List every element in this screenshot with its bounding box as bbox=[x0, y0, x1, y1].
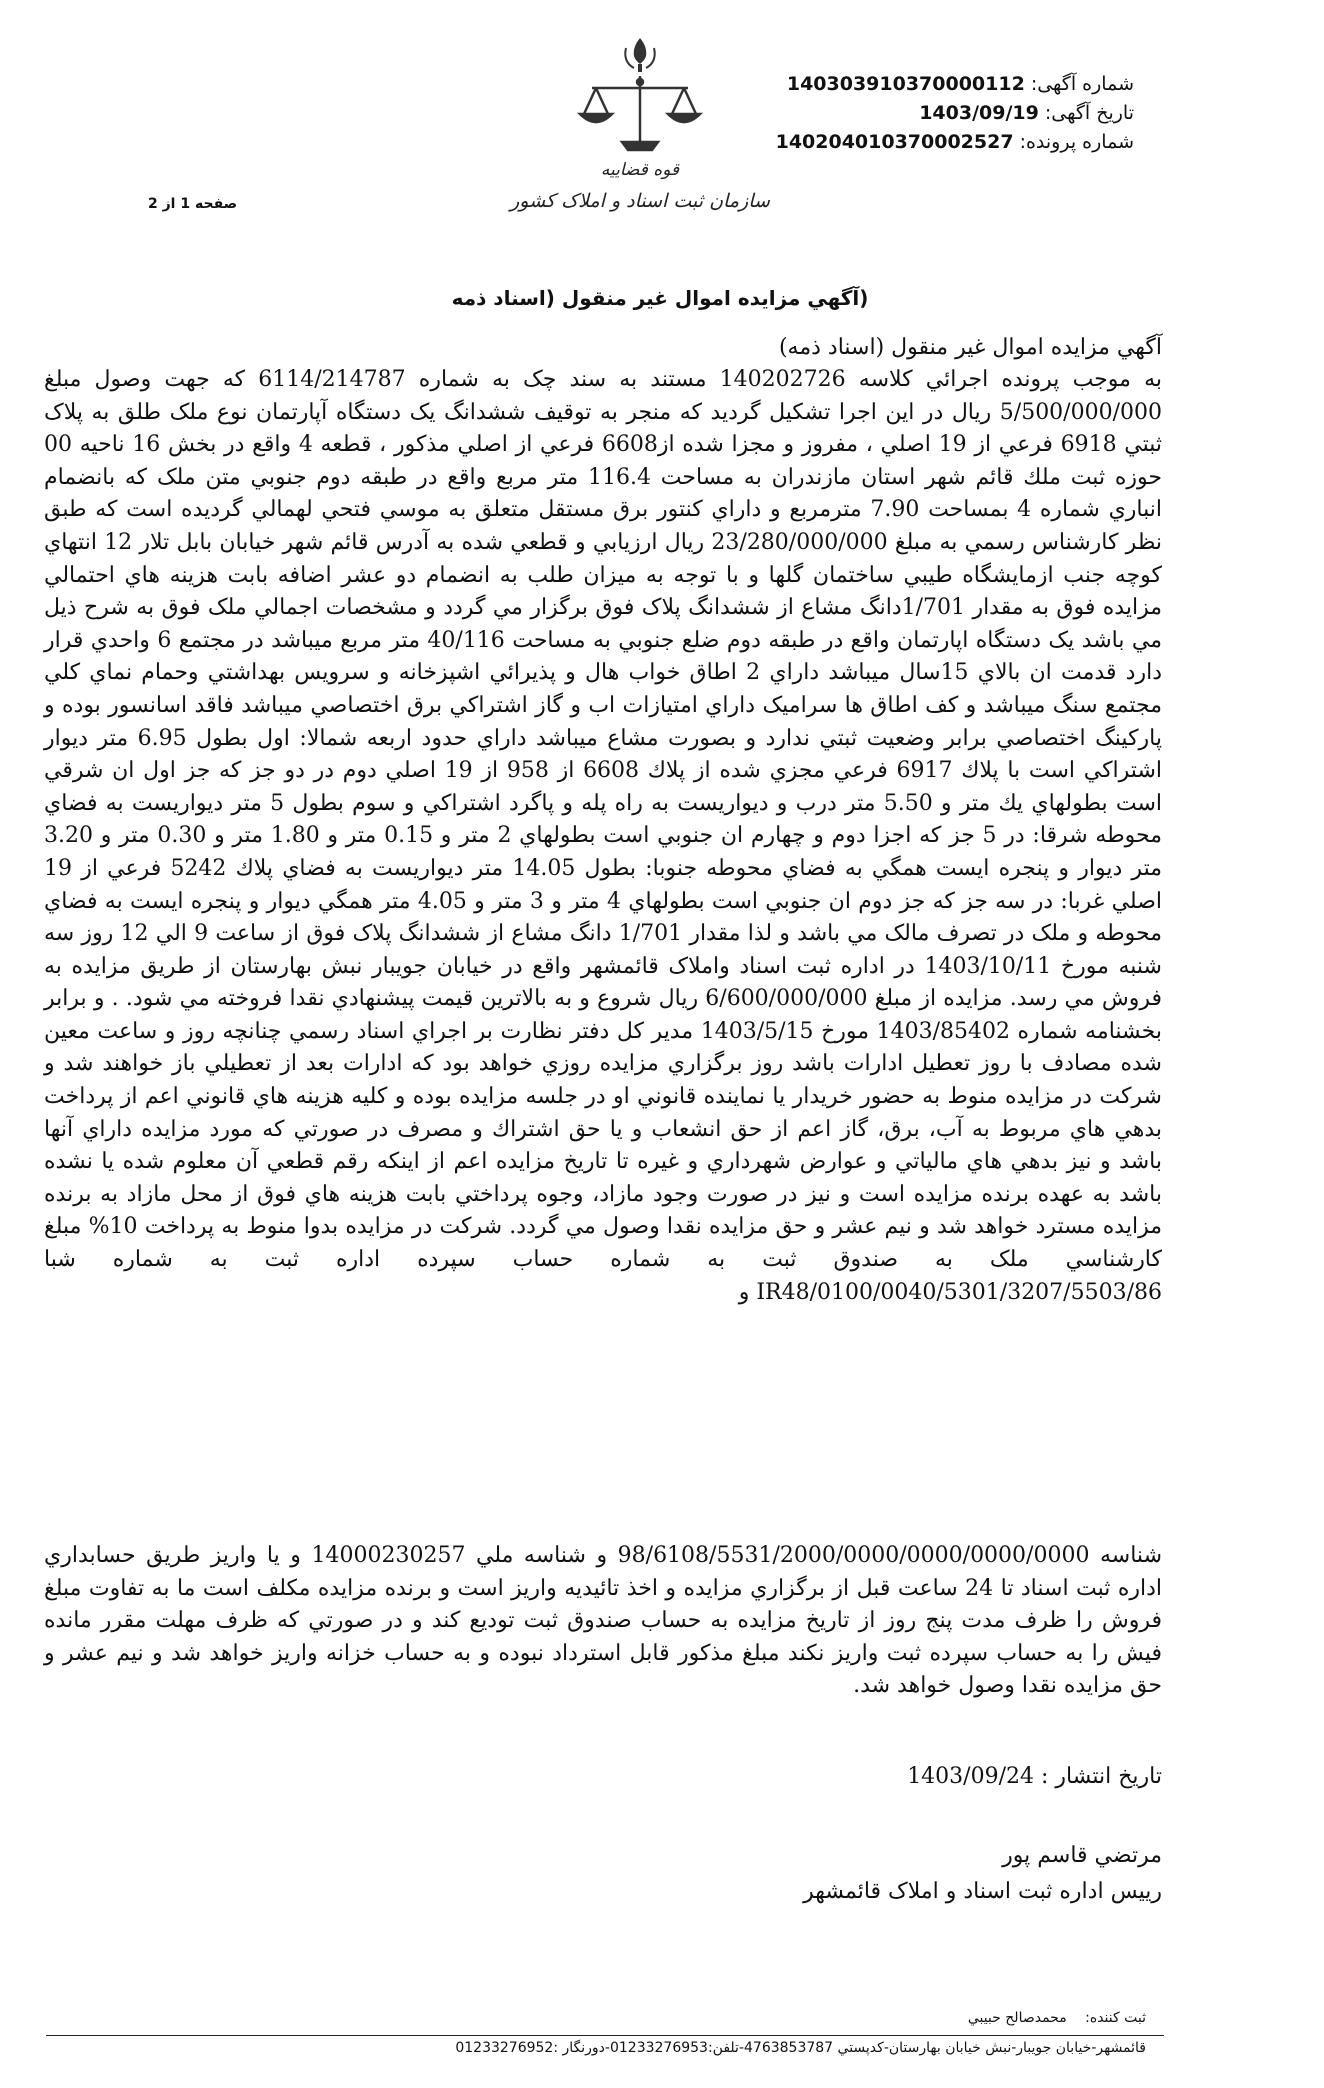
footer-address: قائمشهر-خيابان جويبار-نبش خيابان بهارستان-كدپستي 4763853787-تلفن:01233276953-دورنگار :01233276952 bbox=[455, 2040, 1146, 2056]
emblem-line-organization: سازمان ثبت اسناد و املاک کشور bbox=[510, 190, 770, 212]
publish-date: 1403/09/24 bbox=[907, 1764, 1034, 1789]
notice-number-label: شماره آگهی: bbox=[1030, 73, 1134, 95]
registrar-line bbox=[968, 2010, 1146, 2026]
signature-block bbox=[803, 1838, 1162, 1910]
emblem-line-judiciary: قوه قضاییه bbox=[600, 160, 680, 180]
notice-intro: آگهي مزايده اموال غير منقول (اسناد ذمه) bbox=[778, 335, 1162, 360]
notice-date-row bbox=[776, 99, 1134, 128]
notice-number-row bbox=[776, 70, 1134, 99]
notice-number: 140303910370000112 bbox=[786, 73, 1025, 95]
notice-meta bbox=[776, 70, 1134, 157]
registrar-label: ثبت كننده: bbox=[1085, 2010, 1146, 2026]
footer-divider bbox=[46, 2035, 1164, 2036]
registrar-name: محمدصالح حبيبي bbox=[967, 2010, 1067, 2026]
signatory-position: رييس اداره ثبت اسناد و املاک قائمشهر bbox=[803, 1879, 1162, 1904]
publish-date-label: تاريخ انتشار : bbox=[1041, 1764, 1162, 1789]
publish-date-line bbox=[907, 1764, 1162, 1789]
signatory-name: مرتضي قاسم پور bbox=[1002, 1843, 1162, 1868]
notice-date: 1403/09/19 bbox=[919, 102, 1039, 124]
notice-date-label: تاریخ آگهی: bbox=[1044, 102, 1134, 124]
case-number: 140204010370002527 bbox=[775, 131, 1014, 153]
notice-title: (آگهي مزايده اموال غير منقول (اسناد ذمه bbox=[451, 286, 869, 310]
case-number-row bbox=[776, 128, 1134, 157]
page-number: صفحه 1 از 2 bbox=[148, 196, 238, 212]
notice-paragraph-2: شناسه 98/6108/5531/2000/0000/0000/0000/0000 و شناسه ملي 14000230257 و يا واريز طريق حسابداري اداره ثبت اسناد تا 24 ساعت قبل از برگزاري مزايده و اخذ تائيديه واريز است و برنده مزايده مكلف است ما به تفاوت مبلغ فروش را ظرف مدت پنج روز از تاريخ مزايده به حساب صندوق ثبت توديع كند و در صورتي كه ظرف مهلت مقرر مانده فيش را به حساب سپرده ثبت واريز نكند مبلغ مذكور قابل استرداد نبوده و به حساب خزانه واريز خواهد شد و نيم عشر و حق مزايده نقدا وصول خواهد شد. bbox=[44, 1543, 1163, 1699]
notice-paragraph-1: به موجب پرونده اجرائي كلاسه 140202726 مستند به سند چک به شماره 6114/214787 که جهت وصول مبلغ 5/500/000/000 ريال در اين اجرا تشكيل گرديد كه منجر به توقيف ششدانگ يک دستگاه آپارتمان نوع ملک طلق به پلاک ثبتي 6918 فرعي از 19 اصلي ، مفروز و مجزا شده از6608 فرعي از اصلي مذكور ، قطعه 4 واقع در بخش 16 ناحيه 00 حوزه ثبت ملك قائم شهر استان مازندران به مساحت 116.4 متر مربع واقع در طبقه دوم جنوبي متن ملک كه بانضمام انباري شماره 4 بمساحت 7.90 مترمربع و داراي كنتور برق مستقل متعلق به موسي فتحي لهمالي گرديده است كه طبق نظر كارشناس رسمي به مبلغ 23/280/000/000 ريال ارزيابي و قطعي شده به آدرس قائم شهر خيابان بابل تلار 12 انتهاي كوچه جنب ازمايشگاه طيبي ساختمان گلها و با توجه به ميزان طلب به انضمام دو عشر اضافه بابت هزينه هاي احتمالي مزايده فوق به مقدار 1/701دانگ مشاع از ششدانگ پلاک فوق برگزار مي گردد و مشخصات اجمالي ملک فوق به شرح ذيل مي باشد يک دستگاه اپارتمان واقع در طبقه دوم ضلع جنوبي به مساحت 40/116 متر مربع ميباشد در مجتمع 6 واحدي قرار دارد قدمت ان بالاي 15سال ميباشد داراي 2 اطاق خواب هال و پذيرائي اشپزخانه و سرويس بهداشتي وحمام نماي كلي مجتمع سنگ ميباشد و كف اطاق ها سراميک داراي امتيازات اب و گاز اشتراكي برق اختصاصي ميباشد فاقد اسانسور بوده و پاركينگ اختصاصي برابر وضعيت ثبتي ندارد و بصورت مشاع ميباشد داراي حدود اربعه شمالا: اول بطول 6.95 متر ديوار اشتراكي است با پلاك 6917 فرعي مجزي شده از پلاك 6608 از 958 از 19 اصلي دوم در دو جز كه جز اول ان شرقي است بطولهاي يك متر و 5.50 متر درب و ديواريست به راه پله و پاگرد اشتراكي و سوم بطول 5 متر ديواريست به فضاي محوطه شرقا: در 5 جز كه اجزا دوم و چهارم ان جنوبي است بطولهاي 2 متر و 0.15 متر و 1.80 متر و 0.30 متر و 3.20 متر ديوار و پنجره ايست همگي به فضاي محوطه جنوبا: بطول 14.05 متر ديواريست به فضاي پلاك 5242 فرعي از 19 اصلي غربا: در سه جز كه جز دوم ان جنوبي است بطولهاي 4 متر و 3 متر و 4.05 متر همگي ديوار و پنجره ايست به فضاي محوطه و ملک در تصرف مالک مي باشد و لذا مقدار 1/701 دانگ مشاع از ششدانگ پلاک فوق از ساعت 9 الي 12 روز سه شنبه مورخ 1403/10/11 در اداره ثبت اسناد واملاک قائمشهر واقع در خيابان جويبار نبش بهارستان از طريق مزايده به فروش مي رسد. مزايده از مبلغ 6/600/000/000 ريال شروع و به بالاترين قيمت پيشنهادي نقدا فروخته مي شود. . و برابر بخشنامه شماره 1403/85402 مورخ 1403/5/15 مدير كل دفتر نظارت بر اجراي اسناد رسمي چنانچه روز و ساعت معين شده مصادف با روز تعطيل ادارات باشد روز برگزاري مزايده روزي خواهد بود كه ادارات بعد از تعطيلي باز خواهند شد و شركت در مزايده منوط به حضور خريدار يا نماينده قانوني او در جلسه مزايده بوده و كليه هزينه هاي قانوني اعم از پرداخت بدهي هاي مربوط به آب، برق، گاز اعم از حق انشعاب و يا حق اشتراك و مصرف در صورتي كه مورد مزايده داراي آنها باشد و نيز بدهي هاي مالياتي و عوارض شهرداري و غيره تا تاريخ مزايده اعم از اينكه رقم قطعي آن معلوم شده يا نشده باشد به عهده برنده مزايده است و نيز در صورت وجود مازاد، وجوه پرداختي بابت هزينه هاي فوق از محل مازاد به برنده مزايده مسترد خواهد شد و نيم عشر و حق مزايده نقدا وصول مي گردد. شركت در مزايده بدوا منوط به پرداخت 10% مبلغ كارشناسي ملک به صندوق ثبت به شماره حساب سپرده اداره ثبت به شماره شبا IR48/0100/0040/5301/3207/5503/86 و bbox=[44, 367, 1163, 1305]
case-number-label: شماره پرونده: bbox=[1019, 131, 1134, 153]
